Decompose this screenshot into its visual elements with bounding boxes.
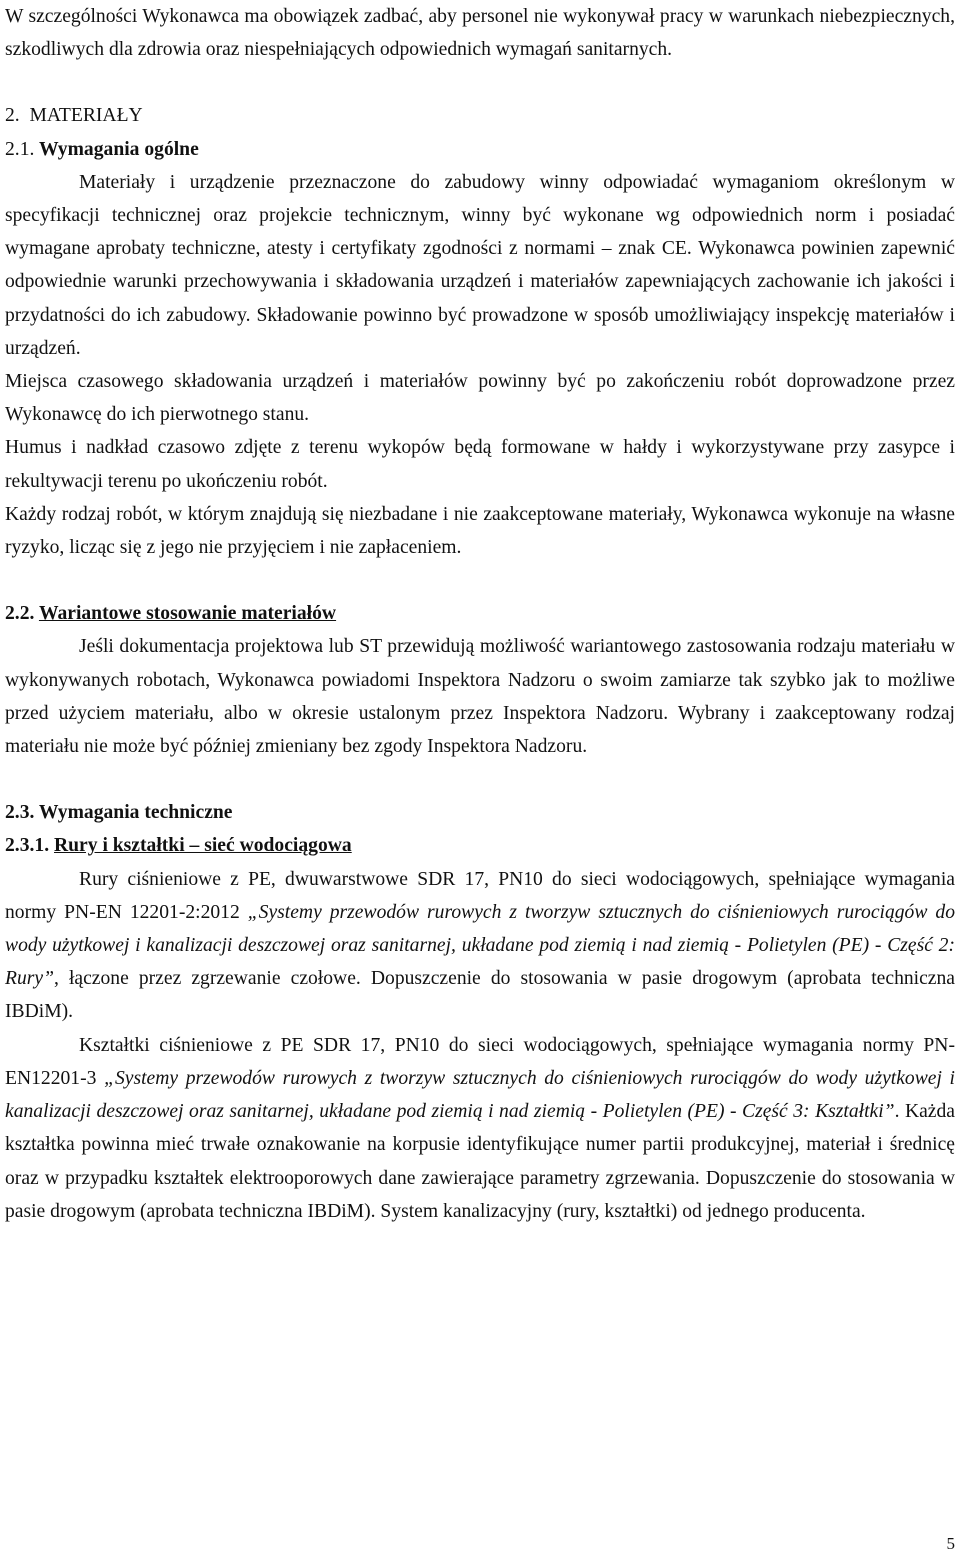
subsection-title: Rury i kształtki – sieć wodociągowa: [54, 835, 352, 857]
paragraph-fittings: [5, 1029, 955, 1228]
subsection-title: Wariantowe stosowanie materiałów: [38, 603, 337, 625]
document-page: [5, 0, 955, 1228]
paragraph-pipes: [5, 863, 955, 1029]
intro-paragraph: W szczególności Wykonawca ma obowiązek zadbać, aby personel nie wykonywał pracy w warunkach niebezpiecznych, szkodliwych dla zdrowia oraz niespełniających odpowiednich wymagań sanitarnych.: [5, 6, 955, 61]
fittings-standard-title: „Systemy przewodów rurowych z tworzyw sztucznych do ciśnieniowych rurociągów do wody użytkowej i kanalizacji deszczowej oraz sanitarnej, układane pod ziemią i nad ziemią - Polietylen (PE) - Część 3: Kształtki”: [5, 1067, 955, 1123]
subsection-heading-2-1: [5, 133, 955, 166]
subsection-number: 2.1.: [5, 138, 35, 160]
section-heading-materials: 2. MATERIAŁY: [5, 105, 143, 127]
fittings-text-a: Kształtki ciśnieniowe z PE SDR 17, PN10 do sieci wodociągowych, spełniające wymagania normy PN-EN12201-3: [5, 1034, 955, 1089]
subsection-number: 2.2.: [5, 603, 35, 625]
pipes-standard-title: „Systemy przewodów rurowych z tworzyw sztucznych do ciśnieniowych rurociągów do wody użytkowej i kanalizacji deszczowej oraz sanitarnej, układane pod ziemią i nad ziemią - Polietylen (PE) - Część 2: Rury”: [5, 901, 955, 990]
subsection-heading-2-2: [5, 597, 955, 630]
subsection-title: Wymagania ogólne: [38, 138, 199, 160]
spacer: [5, 564, 955, 597]
spacer: [5, 66, 955, 99]
subsection-number: 2.3.1.: [5, 835, 50, 857]
subsection-heading-2-3: 2.3. Wymagania techniczne: [5, 802, 233, 824]
paragraph-humus: Humus i nadkład czasowo zdjęte z terenu wykopów będą formowane w hałdy i wykorzystywane przy zasypce i rekultywacji terenu po ukończeniu robót.: [5, 437, 955, 492]
subsection-heading-2-3-1: [5, 829, 955, 862]
fittings-text-b: . Każda kształtka powinna mieć trwałe oznakowanie na korpusie identyfikujące numer partii produkcyjnej, materiał i średnicę oraz w przypadku kształtek elektrooporowych dane zawierające parametry zgrzewania. Dopuszczenie do stosowania w pasie drogowym (aprobata techniczna IBDiM). System kanalizacyjny (rury, kształtki) od jednego producenta.: [5, 1101, 955, 1222]
page-number: 5: [946, 1534, 955, 1553]
spacer: [5, 763, 955, 796]
paragraph-variant-materials: Jeśli dokumentacja projektowa lub ST przewidują możliwość wariantowego zastosowania rodzaju materiału w wykonywanych robotach, Wykonawca powiadomi Inspektora Nadzoru o swoim zamiarze tak szybko jak to możliwe przed użyciem materiału, albo w okresie ustalonym przez Inspektora Nadzoru. Wybrany i zaakceptowany rodzaj materiału nie może być później zmieniany bez zgody Inspektora Nadzoru.: [5, 636, 955, 758]
paragraph-general-requirements: Materiały i urządzenie przeznaczone do zabudowy winny odpowiadać wymaganiom określonym w specyfikacji technicznej oraz projekcie technicznym, winny być wykonane wg odpowiednich norm i posiadać wymagane aprobaty techniczne, atesty i certyfikaty zgodności z normami – znak CE. Wykonawca powinien zapewnić odpowiednie warunki przechowywania i składowania urządzeń i materiałów zapewniających zachowanie ich jakości i przydatności do ich zabudowy. Składowanie powinno być prowadzone w sposób umożliwiający inspekcję materiałów i urządzeń.: [5, 171, 955, 359]
paragraph-unapproved-materials: Każdy rodzaj robót, w którym znajdują się niezbadane i nie zaakceptowane materiały, Wykonawca wykonuje na własne ryzyko, licząc się z jego nie przyjęciem i nie zapłaceniem.: [5, 503, 955, 559]
pipes-text-a: Rury ciśnieniowe z PE, dwuwarstwowe SDR 17, PN10 do sieci wodociągowych, spełniające wymagania normy PN-EN 12201-2:2012: [5, 868, 955, 923]
paragraph-storage-sites: Miejsca czasowego składowania urządzeń i materiałów powinny być po zakończeniu robót doprowadzone przez Wykonawcę do ich pierwotnego stanu.: [5, 371, 955, 426]
pipes-text-b: , łączone przez zgrzewanie czołowe. Dopuszczenie do stosowania w pasie drogowym (aprobata techniczna IBDiM).: [5, 968, 955, 1023]
